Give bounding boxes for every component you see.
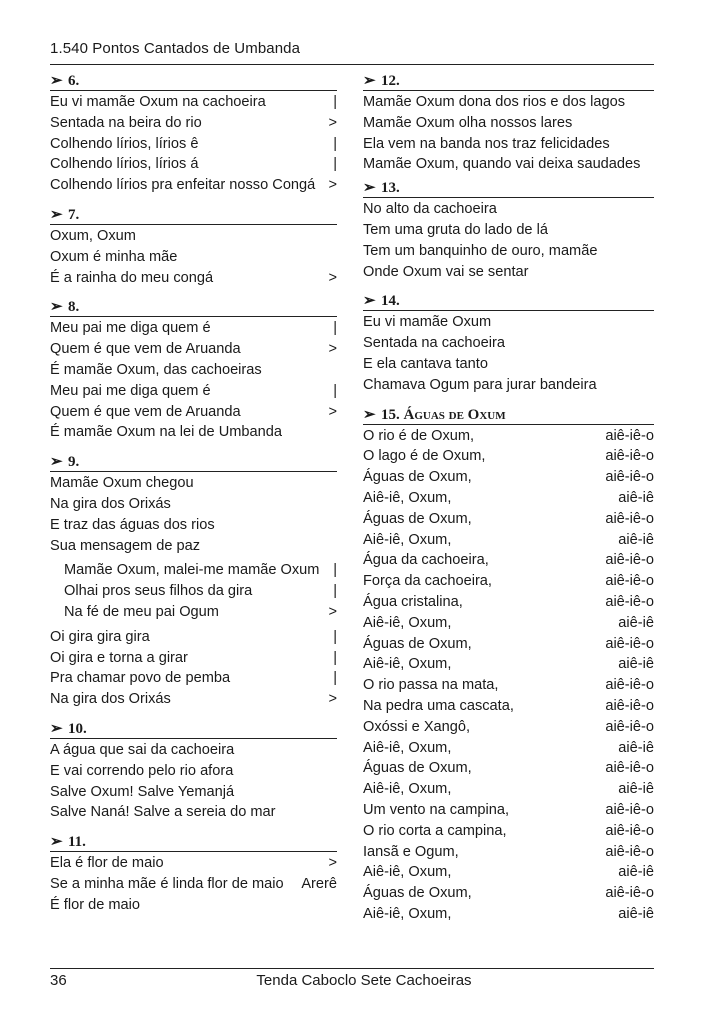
song-heading [50, 70, 337, 91]
song-block [50, 70, 337, 196]
song-block [50, 451, 337, 710]
verse-text: Chamava Ogum para jurar bandeira [363, 376, 597, 393]
verse-mark: > [328, 603, 337, 620]
verse-line [50, 360, 337, 381]
verse-text: Aiê-iê, Oxum, [363, 614, 452, 631]
verse-mark: Arerê [301, 875, 337, 892]
verse-mark: aiê-iê-o [605, 822, 654, 839]
page-number: 36 [50, 972, 67, 989]
verse-line [363, 220, 654, 241]
song-title: Águas de Oxum [403, 406, 506, 423]
verse-line [50, 874, 337, 895]
verse-line [50, 381, 337, 402]
song-spacer [50, 710, 337, 718]
verse-line [50, 668, 337, 689]
arrowhead-bullet-icon: ➢ [50, 73, 63, 89]
verse-line [363, 758, 654, 779]
verse-line [363, 113, 654, 134]
verse-mark: aiê-iê-o [605, 677, 654, 694]
song-heading [363, 70, 654, 91]
verse-line [363, 134, 654, 155]
verse-line [50, 895, 337, 916]
song-number: 13. [381, 180, 400, 197]
verse-text: Meu pai me diga quem é [50, 382, 211, 399]
verse-text: O rio corta a campina, [363, 822, 507, 839]
verse-mark: aiê-iê [618, 864, 654, 881]
arrowhead-bullet-icon: ➢ [363, 293, 376, 310]
song-block [363, 290, 654, 395]
verse-line [50, 802, 337, 823]
song-spacer [363, 396, 654, 404]
verse-text: Olhai pros seus filhos da gira [64, 583, 253, 600]
verse-mark: aiê-iê-o [605, 573, 654, 590]
verse-mark: aiê-iê [618, 739, 654, 756]
verse-mark: aiê-iê-o [605, 448, 654, 465]
verse-line [50, 422, 337, 443]
verse-line [50, 154, 337, 175]
verse-text: Oxum, Oxum [50, 227, 136, 244]
verse-line [363, 738, 654, 759]
verse-text: Oi gira gira gira [50, 628, 150, 645]
song-spacer [50, 288, 337, 296]
verse-text: Quem é que vem de Aruanda [50, 341, 241, 358]
verse-text: Se a minha mãe é linda flor de maio [50, 875, 284, 892]
verse-text: Aiê-iê, Oxum, [363, 656, 452, 673]
verse-line [363, 634, 654, 655]
verse-line [50, 761, 337, 782]
verse-text: Colhendo lírios pra enfeitar nosso Congá [50, 177, 316, 194]
verse-text: Oxóssi e Xangô, [363, 718, 471, 735]
verse-mark: aiê-iê-o [605, 843, 654, 860]
verse-mark: aiê-iê-o [605, 635, 654, 652]
verse-text: Eu vi mamãe Oxum [363, 314, 492, 331]
verse-line [50, 226, 337, 247]
verse-mark: aiê-iê-o [605, 697, 654, 714]
verse-text: Salve Oxum! Salve Yemanjá [50, 783, 235, 800]
verse-text: Aiê-iê, Oxum, [363, 905, 452, 922]
verse-line [363, 530, 654, 551]
verse-line [363, 779, 654, 800]
verse-mark: aiê-iê-o [605, 427, 654, 444]
verse-mark: aiê-iê [618, 656, 654, 673]
verse-text: Oi gira e torna a girar [50, 649, 188, 666]
verse-line [363, 821, 654, 842]
verse-line [363, 426, 654, 447]
song-heading [50, 451, 337, 472]
verse-line [363, 241, 654, 262]
arrowhead-bullet-icon: ➢ [363, 73, 376, 89]
verse-text: Mamãe Oxum chegou [50, 475, 194, 492]
verse-text: Iansã e Ogum, [363, 843, 459, 860]
header-rule [50, 64, 654, 65]
verse-mark: | [333, 649, 337, 666]
verse-text: Colhendo lírios, lírios á [50, 156, 199, 173]
verse-text: Aiê-iê, Oxum, [363, 739, 452, 756]
verse-text: E ela cantava tanto [363, 355, 488, 372]
verse-text: Na fé de meu pai Ogum [64, 603, 219, 620]
verse-mark: | [333, 94, 337, 110]
verse-mark: > [328, 403, 337, 420]
verse-text: Na gira dos Orixás [50, 495, 171, 512]
verse-line [50, 247, 337, 268]
verse-mark: > [328, 341, 337, 358]
footer-rule [50, 968, 654, 969]
verse-line [50, 536, 337, 557]
verse-mark: aiê-iê-o [605, 510, 654, 527]
footer-publisher: Tenda Caboclo Sete Cachoeiras [256, 972, 472, 989]
verse-mark: aiê-iê-o [605, 469, 654, 486]
verse-line [50, 113, 337, 134]
verse-line [50, 402, 337, 423]
verse-text: Sentada na cachoeira [363, 335, 505, 352]
verse-line [363, 312, 654, 333]
verse-text: E vai correndo pelo rio afora [50, 762, 234, 779]
song-block [363, 177, 654, 282]
song-block [50, 204, 337, 288]
song-number: 10. [68, 720, 87, 737]
arrowhead-bullet-icon: ➢ [363, 406, 376, 423]
verse-text: A água que sai da cachoeira [50, 741, 235, 758]
verse-text: É flor de maio [50, 896, 141, 913]
verse-text: Mamãe Oxum dona dos rios e dos lagos [363, 94, 626, 110]
verse-line [363, 375, 654, 396]
verse-mark: aiê-iê [618, 905, 654, 922]
verse-text: Pra chamar povo de pemba [50, 670, 231, 687]
verse-text: Oxum é minha mãe [50, 248, 178, 265]
verse-text: Aiê-iê, Oxum, [363, 864, 452, 881]
verse-mark: | [333, 135, 337, 152]
verse-line [50, 602, 337, 623]
verse-text: E traz das águas dos rios [50, 516, 215, 533]
verse-line [363, 696, 654, 717]
verse-line [50, 627, 337, 648]
arrowhead-bullet-icon: ➢ [363, 180, 376, 197]
verse-text: Ela vem na banda nos traz felicidades [363, 135, 610, 152]
song-block [50, 296, 337, 443]
song-number: 14. [381, 293, 400, 310]
verse-mark: | [333, 670, 337, 687]
verse-mark: > [328, 855, 337, 872]
song-number: 9. [68, 454, 80, 471]
verse-line [363, 842, 654, 863]
verse-text: No alto da cachoeira [363, 201, 497, 218]
verse-mark: > [328, 691, 337, 708]
song-block [363, 404, 654, 925]
song-number: 8. [68, 299, 80, 316]
verse-line [363, 654, 654, 675]
verse-line [50, 339, 337, 360]
verse-mark: aiê-iê-o [605, 801, 654, 818]
verse-mark: aiê-iê-o [605, 760, 654, 777]
verse-line [363, 904, 654, 925]
song-number: 6. [68, 73, 80, 89]
verse-line [363, 613, 654, 634]
verse-text: Na pedra uma cascata, [363, 697, 514, 714]
verse-text: Meu pai me diga quem é [50, 320, 211, 337]
verse-text: Mamãe Oxum, malei-me mamãe Oxum [64, 562, 320, 579]
verse-line [363, 800, 654, 821]
verse-text: Águas de Oxum, [363, 510, 472, 527]
verse-mark: > [328, 269, 337, 286]
verse-line [50, 515, 337, 536]
song-number: 12. [381, 73, 400, 89]
song-number: 7. [68, 206, 80, 223]
verse-line [363, 571, 654, 592]
verse-mark: | [333, 583, 337, 600]
song-heading [50, 718, 337, 739]
verse-mark: aiê-iê [618, 781, 654, 798]
right-column [363, 70, 654, 925]
verse-line [363, 92, 654, 113]
verse-text: Aiê-iê, Oxum, [363, 781, 452, 798]
verse-text: Mamãe Oxum, quando vai deixa saudades [363, 156, 641, 173]
verse-line [363, 550, 654, 571]
verse-text: Tem um banquinho de ouro, mamãe [363, 242, 598, 259]
verse-mark: > [328, 177, 337, 194]
verse-text: Um vento na campina, [363, 801, 510, 818]
verse-mark: aiê-iê [618, 489, 654, 506]
verse-mark: | [333, 156, 337, 173]
verse-line [363, 446, 654, 467]
verse-text: Águas de Oxum, [363, 469, 472, 486]
verse-line [50, 175, 337, 196]
verse-line [363, 862, 654, 883]
verse-text: O rio é de Oxum, [363, 427, 475, 444]
left-column [50, 70, 337, 916]
verse-line [50, 782, 337, 803]
verse-mark: aiê-iê-o [605, 885, 654, 902]
song-heading [363, 404, 654, 425]
verse-line [363, 509, 654, 530]
verse-text: Colhendo lírios, lírios ê [50, 135, 199, 152]
verse-line [50, 853, 337, 874]
verse-text: Tem uma gruta do lado de lá [363, 221, 548, 238]
verse-text: Na gira dos Orixás [50, 691, 171, 708]
verse-text: É mamãe Oxum na lei de Umbanda [50, 424, 282, 441]
song-heading [50, 204, 337, 225]
song-heading [50, 831, 337, 852]
song-spacer [363, 282, 654, 290]
verse-mark: aiê-iê [618, 531, 654, 548]
verse-text: Quem é que vem de Aruanda [50, 403, 241, 420]
verse-line [50, 473, 337, 494]
song-spacer [50, 443, 337, 451]
verse-line [50, 92, 337, 113]
verse-line [363, 199, 654, 220]
verse-text: Ela é flor de maio [50, 855, 164, 872]
arrowhead-bullet-icon: ➢ [50, 299, 63, 316]
arrowhead-bullet-icon: ➢ [50, 834, 63, 851]
song-number: 11. [68, 834, 86, 851]
verse-mark: aiê-iê-o [605, 718, 654, 735]
verse-text: É mamãe Oxum, das cachoeiras [50, 361, 262, 378]
verse-text: Aiê-iê, Oxum, [363, 531, 452, 548]
verse-text: Aiê-iê, Oxum, [363, 489, 452, 506]
verse-mark: aiê-iê [618, 614, 654, 631]
verse-line [363, 717, 654, 738]
verse-line [50, 648, 337, 669]
verse-line [363, 488, 654, 509]
song-block [50, 718, 337, 823]
verse-line [363, 262, 654, 283]
verse-text: O rio passa na mata, [363, 677, 499, 694]
verse-text: Água da cachoeira, [363, 552, 489, 569]
song-heading [363, 290, 654, 311]
verse-line [50, 494, 337, 515]
verse-text: Sua mensagem de paz [50, 537, 201, 554]
verse-line [50, 689, 337, 710]
verse-mark: > [328, 114, 337, 131]
verse-text: Salve Naná! Salve a sereia do mar [50, 804, 276, 821]
verse-text: É a rainha do meu congá [50, 269, 214, 286]
song-heading [363, 177, 654, 198]
verse-mark: | [333, 320, 337, 337]
song-block [50, 831, 337, 915]
arrowhead-bullet-icon: ➢ [50, 720, 63, 737]
verse-line [363, 333, 654, 354]
song-spacer [50, 823, 337, 831]
verse-text: Eu vi mamãe Oxum na cachoeira [50, 94, 266, 110]
verse-line [50, 581, 337, 602]
verse-text: Águas de Oxum, [363, 760, 472, 777]
verse-mark: | [333, 628, 337, 645]
verse-line [363, 354, 654, 375]
verse-line [50, 318, 337, 339]
verse-line [50, 134, 337, 155]
song-number: 15. [381, 406, 400, 423]
arrowhead-bullet-icon: ➢ [50, 206, 63, 223]
verse-mark: | [333, 382, 337, 399]
verse-text: Águas de Oxum, [363, 635, 472, 652]
verse-text: Mamãe Oxum olha nossos lares [363, 114, 573, 131]
song-heading [50, 296, 337, 317]
song-block [363, 70, 654, 175]
verse-line [363, 154, 654, 175]
verse-text: Águas de Oxum, [363, 885, 472, 902]
verse-line [50, 560, 337, 581]
verse-line [363, 883, 654, 904]
verse-text: Força da cachoeira, [363, 573, 492, 590]
verse-line [363, 592, 654, 613]
verse-text: Água cristalina, [363, 593, 463, 610]
verse-text: Sentada na beira do rio [50, 114, 202, 131]
verse-line [363, 675, 654, 696]
verse-text: O lago é de Oxum, [363, 448, 486, 465]
verse-mark: aiê-iê-o [605, 593, 654, 610]
arrowhead-bullet-icon: ➢ [50, 454, 63, 471]
verse-mark: | [333, 562, 337, 579]
verse-text: Onde Oxum vai se sentar [363, 263, 529, 280]
verse-line [50, 740, 337, 761]
verse-line [363, 467, 654, 488]
running-head: 1.540 Pontos Cantados de Umbanda [50, 40, 301, 57]
verse-mark: aiê-iê-o [605, 552, 654, 569]
song-spacer [50, 196, 337, 204]
verse-line [50, 268, 337, 289]
